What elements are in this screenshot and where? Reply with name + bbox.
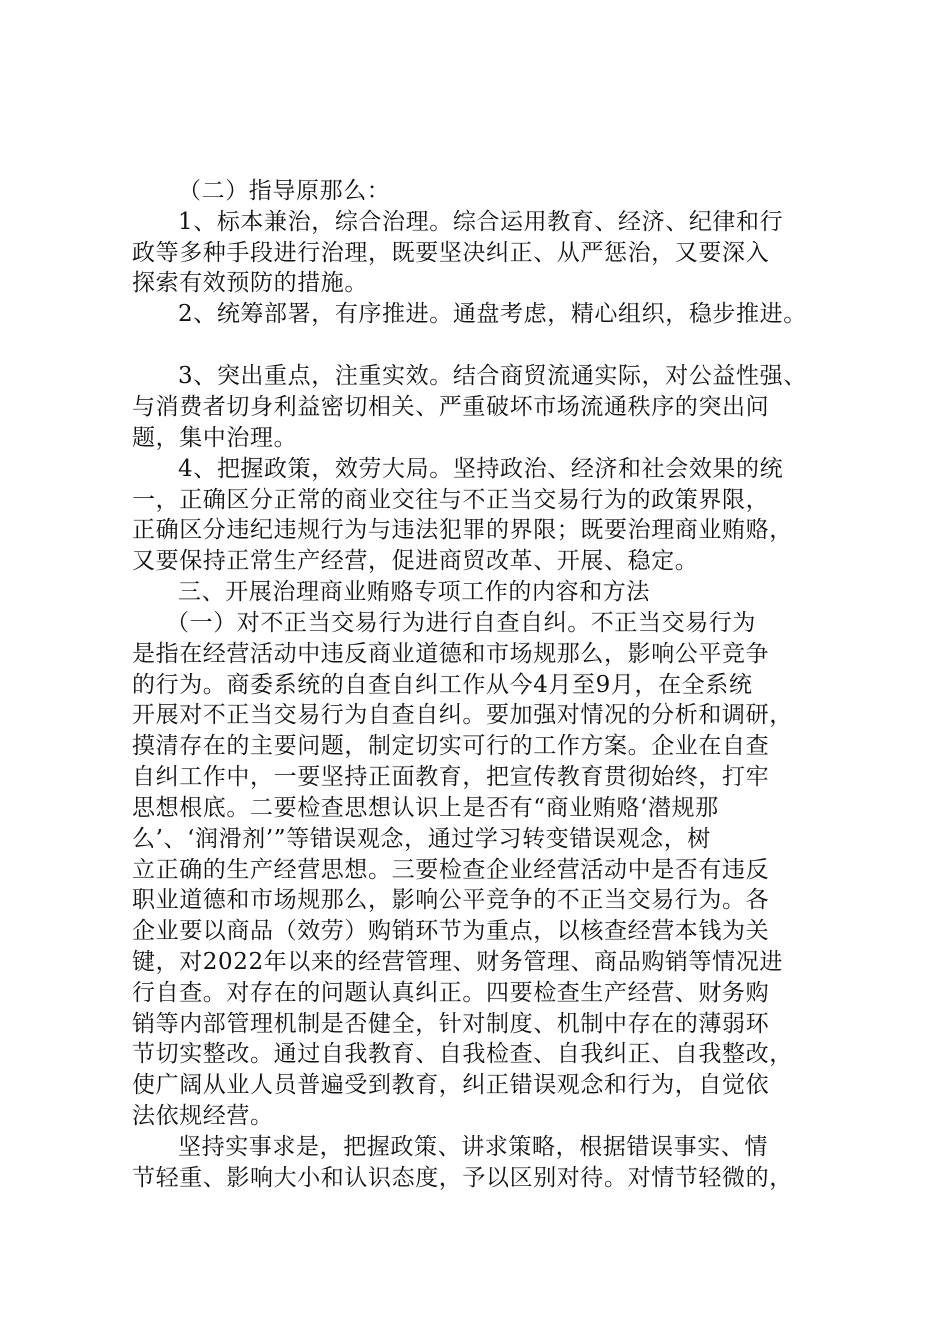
section-heading: 三、开展治理商业贿赂专项工作的内容和方法 [178,579,650,605]
text-line: 行自查。对存在的问题认真纠正。四要检查生产经营、财务购 [132,980,770,1006]
text-line: 自纠工作中，一要坚持正面教育，把宣传教育贯彻始终，打牢 [132,764,770,790]
text-line: （一）对不正当交易行为进行自查自纠。不正当交易行为 [166,610,756,636]
text-line: 2、统筹部署，有序推进。通盘考虑，精心组织，稳步推进。 [178,301,807,327]
text-line: 节轻重、影响大小和认识态度，予以区别对待。对情节轻微的， [132,1165,793,1191]
text-line: 开展对不正当交易行为自查自纠。要加强对情况的分析和调研， [132,702,793,728]
text-line: 一，正确区分正常的商业交往与不正当交易行为的政策界限， [132,487,770,513]
text-line: 使广阔从业人员普遍受到教育，纠正错误观念和行为，自觉依 [132,1072,770,1098]
text-line: 又要保持正常生产经营，促进商贸改革、开展、稳定。 [132,548,699,574]
text-line: 么’、‘润滑剂’”等错误观念，通过学习转变错误观念，树 [132,826,711,852]
text-line: 3、突出重点，注重实效。结合商贸流通实际，对公益性强、 [178,363,807,389]
text-line: 题，集中治理。 [132,425,298,451]
text-line: 键，对2022年以来的经营管理、财务管理、商品购销等情况进 [132,949,783,975]
text-line: 职业道德和市场规那么，影响公平竞争的不正当交易行为。各 [132,887,770,913]
text-line: 1、标本兼治，综合治理。综合运用教育、经济、纪律和行 [178,209,784,235]
text-line: 摸清存在的主要问题，制定切实可行的工作方案。企业在自查 [132,733,770,759]
text-line: 法依规经营。 [132,1103,274,1129]
text-line: 企业要以商品（效劳）购销环节为重点，以核查经营本钱为关 [132,918,770,944]
text-line: 正确区分违纪违规行为与违法犯罪的界限；既要治理商业贿赂， [132,517,793,543]
text-line: 政等多种手段进行治理，既要坚决纠正、从严惩治，又要深入 [132,240,770,266]
text-line: 的行为。商委系统的自查自纠工作从今4月至9月，在全系统 [132,672,753,698]
text-line: 节切实整改。通过自我教育、自我检查、自我纠正、自我整改， [132,1041,793,1067]
text-line: 是指在经营活动中违反商业道德和市场规那么，影响公平竞争 [132,641,770,667]
text-line: 4、把握政策，效劳大局。坚持政治、经济和社会效果的统 [178,456,784,482]
text-line: 销等内部管理机制是否健全，针对制度、机制中存在的薄弱环 [132,1011,770,1037]
text-line: 立正确的生产经营思想。三要检查企业经营活动中是否有违反 [132,857,770,883]
text-line: 与消费者切身利益密切相关、严重破坏市场流通秩序的突出问 [132,394,770,420]
text-line: 思想根底。二要检查思想认识上是否有“商业贿赂‘潜规那 [132,795,719,821]
text-line: 坚持实事求是，把握政策、讲求策略，根据错误事实、情 [178,1134,768,1160]
text-line: （二）指导原那么： [178,178,391,204]
text-line: 探索有效预防的措施。 [132,270,368,296]
